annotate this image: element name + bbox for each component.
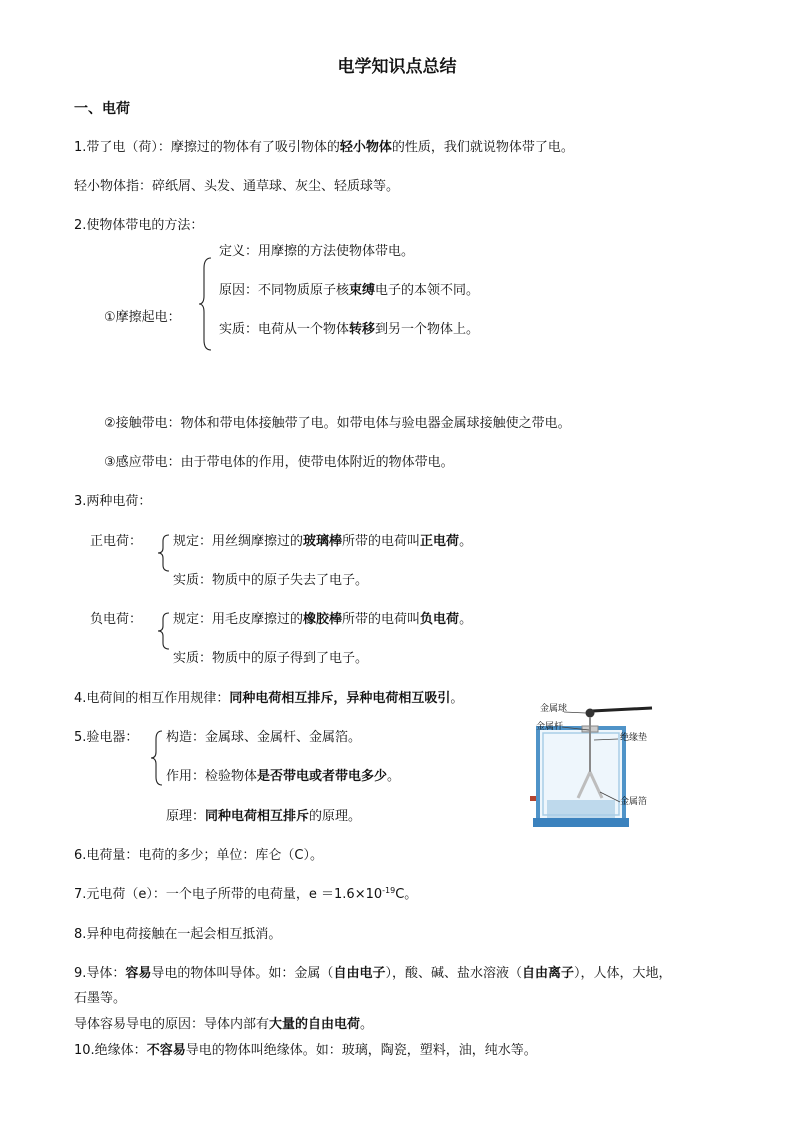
friction-essence-tail: 到另一个物体上。 xyxy=(375,322,480,337)
p1-bold: 轻小物体 xyxy=(339,140,392,155)
p1-tail: 的性质，我们就说物体带了电。 xyxy=(391,140,574,155)
paragraph-9 xyxy=(74,965,672,983)
negative-charge-essence: 实质：物质中的原子得到了电子。 xyxy=(173,651,369,666)
electroscope-use xyxy=(166,768,400,786)
negative-charge-rule xyxy=(173,611,472,629)
use-tail: 。 xyxy=(387,769,401,784)
positive-charge-essence: 实质：物质中的原子失去了电子。 xyxy=(173,573,369,588)
p9-bold2: 自由电子 xyxy=(333,966,386,981)
negative-charge-label: 负电荷： xyxy=(90,612,143,627)
induction-charging: ③感应带电：由于带电体的作用，使带电体附近的物体带电。 xyxy=(104,455,454,470)
friction-cause xyxy=(219,282,479,300)
friction-essence-lead: 实质：电荷从一个物体 xyxy=(219,322,350,337)
friction-essence xyxy=(219,321,479,339)
positive-charge-rule xyxy=(173,533,472,551)
negative-rule-bold2: 负电荷 xyxy=(420,612,460,627)
p9-reason-lead: 导体容易导电的原因：导体内部有 xyxy=(74,1017,270,1032)
negative-rule-bold1: 橡胶棒 xyxy=(303,612,343,627)
positive-charge-label: 正电荷： xyxy=(90,534,143,549)
electroscope-brace xyxy=(150,729,164,787)
principle-bold: 同种电荷相互排斥 xyxy=(205,809,310,824)
paragraph-2-heading: 2.使物体带电的方法： xyxy=(74,218,204,233)
friction-brace xyxy=(198,256,214,352)
principle-tail: 的原理。 xyxy=(309,809,362,824)
p7-tail: C。 xyxy=(395,887,418,902)
p10-tail: 导电的物体叫绝缘体。如：玻璃，陶瓷，塑料，油，纯水等。 xyxy=(185,1043,537,1058)
positive-rule-tail: 。 xyxy=(459,534,473,549)
p4-bold: 同种电荷相互排斥，异种电荷相互吸引 xyxy=(229,691,451,706)
section-heading-charge: 一、电荷 xyxy=(74,101,130,117)
p9-bold3: 自由离子 xyxy=(521,966,574,981)
friction-cause-tail: 电子的本领不同。 xyxy=(375,283,480,298)
p9-bold1: 容易 xyxy=(125,966,152,981)
negative-rule-mid: 所带的电荷叫 xyxy=(342,612,421,627)
p9-mid2: ），酸、碱、盐水溶液（ xyxy=(385,966,522,981)
paragraph-9-reason xyxy=(74,1016,373,1034)
label-metal-ball: 金属球 xyxy=(540,704,568,714)
p9-mid1: 导电的物体叫导体。如：金属（ xyxy=(151,966,334,981)
positive-rule-lead: 规定：用丝绸摩擦过的 xyxy=(173,534,304,549)
paragraph-9-continued: 石墨等。 xyxy=(74,991,127,1006)
p9-reason-tail: 。 xyxy=(360,1017,374,1032)
use-bold: 是否带电或者带电多少 xyxy=(257,769,388,784)
page-title: 电学知识点总结 xyxy=(337,57,457,77)
p9-lead: 9.导体： xyxy=(74,966,126,981)
friction-essence-bold: 转移 xyxy=(349,322,376,337)
friction-cause-lead: 原因：不同物质原子核 xyxy=(219,283,350,298)
electroscope-structure: 构造：金属球、金属杆、金属箔。 xyxy=(166,730,362,745)
p1-lead: 1.带了电（荷）：摩擦过的物体有了吸引物体的 xyxy=(74,140,340,155)
negative-rule-lead: 规定：用毛皮摩擦过的 xyxy=(173,612,304,627)
p9-mid3: ），人体，大地， xyxy=(573,966,672,981)
label-metal-foil: 金属箔 xyxy=(620,797,648,807)
electroscope-label: 5.验电器： xyxy=(74,730,139,745)
paragraph-8: 8.异种电荷接触在一起会相互抵消。 xyxy=(74,927,282,942)
friction-cause-bold: 束缚 xyxy=(349,283,376,298)
use-lead: 作用：检验物体 xyxy=(166,769,258,784)
p7-exponent: -19 xyxy=(382,886,396,895)
positive-rule-bold1: 玻璃棒 xyxy=(303,534,343,549)
positive-rule-bold2: 正电荷 xyxy=(420,534,460,549)
paragraph-10 xyxy=(74,1042,537,1060)
paragraph-1 xyxy=(74,139,574,157)
p9-reason-bold: 大量的自由电荷 xyxy=(269,1017,361,1032)
contact-charging: ②接触带电：物体和带电体接触带了电。如带电体与验电器金属球接触使之带电。 xyxy=(104,416,571,431)
paragraph-7 xyxy=(74,886,417,904)
p7-lead: 7.元电荷（e）：一个电子所带的电荷量，e ＝1.6×10 xyxy=(74,887,383,902)
negative-rule-tail: 。 xyxy=(459,612,473,627)
p4-lead: 4.电荷间的相互作用规律： xyxy=(74,691,230,706)
friction-definition: 定义：用摩擦的方法使物体带电。 xyxy=(219,244,415,259)
paragraph-6: 6.电荷量：电荷的多少；单位：库仑（C）。 xyxy=(74,848,323,863)
label-insulator: 绝缘垫 xyxy=(620,733,648,743)
p10-bold: 不容易 xyxy=(146,1043,186,1058)
label-metal-rod: 金属杆 xyxy=(536,722,564,732)
electroscope-figure xyxy=(530,700,654,832)
paragraph-1b: 轻小物体指：碎纸屑、头发、通草球、灰尘、轻质球等。 xyxy=(74,179,400,194)
p4-tail: 。 xyxy=(450,691,464,706)
friction-label: ①摩擦起电： xyxy=(104,310,181,325)
positive-rule-mid: 所带的电荷叫 xyxy=(342,534,421,549)
negative-brace xyxy=(157,611,171,651)
positive-brace xyxy=(157,533,171,573)
p10-lead: 10.绝缘体： xyxy=(74,1043,147,1058)
electroscope-principle xyxy=(166,808,361,826)
paragraph-3-heading: 3.两种电荷： xyxy=(74,494,152,509)
electroscope-illustration xyxy=(530,700,654,832)
principle-lead: 原理： xyxy=(166,809,206,824)
paragraph-4 xyxy=(74,690,463,708)
